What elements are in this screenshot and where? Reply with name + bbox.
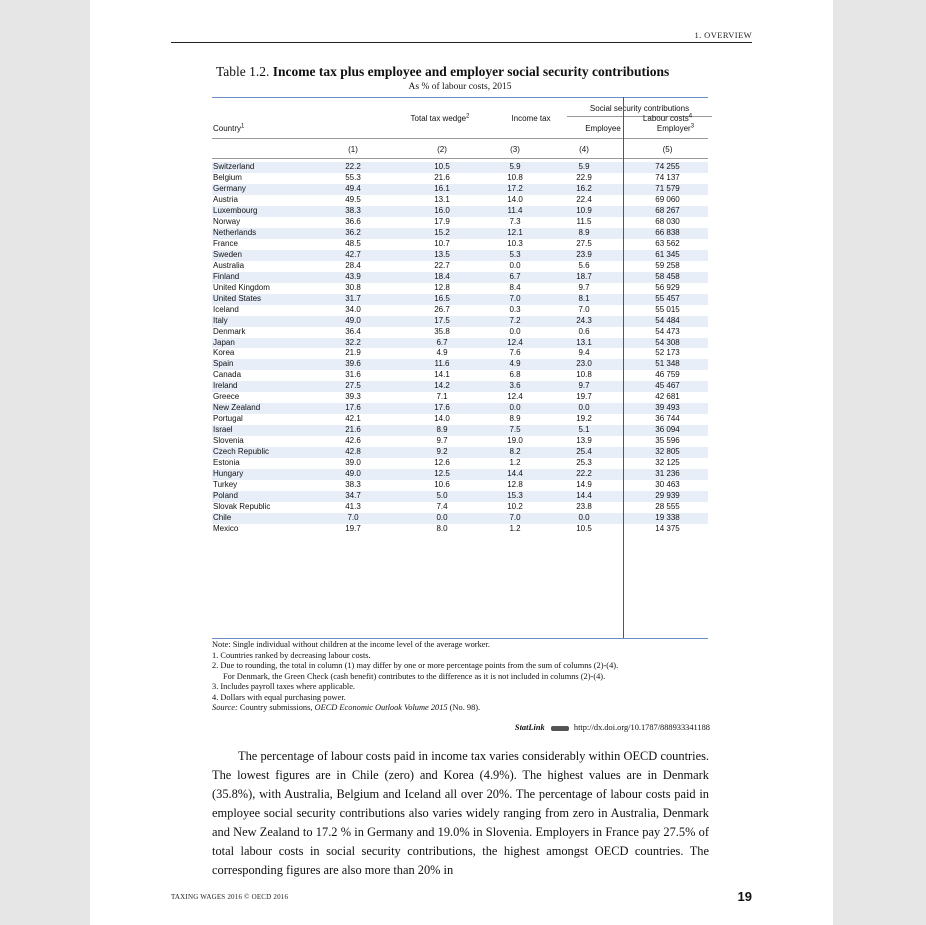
cell-income-tax: 16.1	[434, 183, 450, 193]
header-employee: Employee	[585, 124, 621, 133]
header-labour-costs: Labour costs$^4$	[642, 113, 693, 123]
table-row	[212, 272, 708, 283]
cell-employer: 23.9	[576, 249, 592, 259]
cell-country: Belgium	[213, 172, 242, 182]
cell-total-tax-wedge: 42.1	[345, 414, 361, 424]
cell-total-tax-wedge: 28.4	[345, 260, 361, 270]
cell-employee: 0.0	[509, 260, 521, 270]
cell-country: United States	[213, 293, 262, 303]
cell-income-tax: 12.6	[434, 458, 450, 468]
table-row	[212, 162, 708, 173]
table-row	[212, 283, 708, 294]
cell-country: France	[213, 238, 238, 248]
cell-employee: 7.5	[509, 425, 521, 435]
cell-employer: 27.5	[576, 238, 592, 248]
cell-country: Switzerland	[213, 162, 255, 171]
cell-employer: 9.7	[578, 282, 590, 292]
cell-employer: 24.3	[576, 315, 592, 325]
cell-labour-costs: 68 030	[655, 216, 680, 226]
cell-employee: 12.1	[507, 227, 523, 237]
cell-total-tax-wedge: 27.5	[345, 381, 361, 391]
cell-total-tax-wedge: 21.9	[345, 348, 361, 358]
cell-income-tax: 11.6	[434, 359, 450, 369]
cell-income-tax: 22.7	[434, 260, 450, 270]
cell-employee: 10.2	[507, 502, 523, 512]
table-row	[212, 469, 708, 480]
table-row	[212, 348, 708, 359]
cell-total-tax-wedge: 41.3	[345, 502, 361, 512]
cell-country: Iceland	[213, 304, 239, 314]
cell-employer: 0.0	[578, 403, 590, 413]
statlink[interactable]	[420, 723, 710, 732]
table-row	[212, 261, 708, 272]
labour-costs-divider	[623, 97, 624, 638]
cell-labour-costs: 56 929	[655, 282, 680, 292]
cell-labour-costs: 30 463	[655, 480, 680, 490]
cell-income-tax: 10.7	[434, 238, 450, 248]
cell-employee: 17.2	[507, 183, 523, 193]
statlink-url[interactable]: http://dx.doi.org/10.1787/888933341188	[573, 723, 710, 732]
cell-total-tax-wedge: 38.3	[345, 205, 361, 215]
cell-country: Greece	[213, 392, 240, 402]
cell-employer: 25.4	[576, 447, 592, 457]
cell-labour-costs: 54 308	[655, 337, 680, 347]
cell-labour-costs: 74 255	[655, 162, 680, 171]
cell-total-tax-wedge: 43.9	[345, 271, 361, 281]
cell-employee: 8.9	[509, 414, 521, 424]
cell-income-tax: 10.6	[434, 480, 450, 490]
cell-labour-costs: 36 094	[655, 425, 680, 435]
header-rule	[171, 42, 752, 43]
cell-labour-costs: 51 348	[655, 359, 680, 369]
footer-publication: TAXING WAGES 2016 © OECD 2016	[171, 893, 289, 901]
table-row	[212, 327, 708, 338]
colnum-5: (5)	[662, 145, 673, 154]
cell-total-tax-wedge: 39.0	[345, 458, 361, 468]
cell-employer: 9.7	[578, 381, 590, 391]
cell-total-tax-wedge: 55.3	[345, 172, 361, 182]
cell-country: Japan	[213, 337, 235, 347]
cell-total-tax-wedge: 36.6	[345, 216, 361, 226]
cell-labour-costs: 31 236	[655, 469, 680, 479]
cell-income-tax: 7.1	[436, 392, 448, 402]
table-row	[212, 436, 708, 447]
cell-total-tax-wedge: 32.2	[345, 337, 361, 347]
cell-country: Hungary	[213, 469, 244, 479]
cell-total-tax-wedge: 49.0	[345, 315, 361, 325]
cell-employee: 10.3	[507, 238, 523, 248]
table-top-rule	[212, 97, 708, 98]
cell-labour-costs: 32 805	[655, 447, 680, 457]
cell-income-tax: 12.5	[434, 469, 450, 479]
header-country: Country$^1$	[213, 123, 245, 133]
cell-employer: 14.4	[576, 491, 592, 501]
cell-employer: 5.9	[578, 162, 590, 171]
cell-labour-costs: 61 345	[655, 249, 680, 259]
cell-country: Mexico	[213, 523, 239, 533]
cell-employee: 7.6	[509, 348, 521, 358]
cell-labour-costs: 71 579	[655, 183, 680, 193]
cell-labour-costs: 55 457	[655, 293, 680, 303]
cell-employee: 0.3	[509, 304, 521, 314]
cell-income-tax: 7.4	[436, 502, 448, 512]
cell-total-tax-wedge: 39.3	[345, 392, 361, 402]
cell-employee: 4.9	[509, 359, 521, 369]
table-row	[212, 381, 708, 392]
cell-total-tax-wedge: 49.5	[345, 194, 361, 204]
cell-country: Finland	[213, 271, 240, 281]
cell-income-tax: 8.9	[436, 425, 448, 435]
cell-income-tax: 12.8	[434, 282, 450, 292]
statlink-logo-icon	[551, 726, 569, 731]
cell-labour-costs: 35 596	[655, 436, 680, 446]
cell-employer: 23.0	[576, 359, 592, 369]
cell-income-tax: 14.0	[434, 414, 450, 424]
cell-country: Italy	[213, 315, 228, 325]
cell-employee: 12.4	[507, 337, 523, 347]
note-2-continued: For Denmark, the Green Check (cash benefit) contributes to the difference as it is not included in columns (2)-(4).	[223, 671, 606, 681]
cell-country: Australia	[213, 260, 245, 270]
table-row	[212, 491, 708, 502]
cell-country: Canada	[213, 370, 242, 380]
table-row	[212, 425, 708, 436]
cell-income-tax: 17.6	[434, 403, 450, 413]
cell-total-tax-wedge: 19.7	[345, 523, 361, 533]
table-row	[212, 316, 708, 327]
cell-employee: 5.9	[509, 162, 521, 171]
table-rows	[212, 162, 708, 535]
cell-total-tax-wedge: 42.6	[345, 436, 361, 446]
cell-employer: 25.3	[576, 458, 592, 468]
cell-employee: 7.0	[509, 513, 521, 522]
cell-total-tax-wedge: 39.6	[345, 359, 361, 369]
cell-employee: 14.0	[507, 194, 523, 204]
cell-employee: 11.4	[507, 205, 523, 215]
cell-income-tax: 17.9	[434, 216, 450, 226]
cell-labour-costs: 66 838	[655, 227, 680, 237]
cell-country: Poland	[213, 491, 238, 501]
cell-employee: 6.8	[509, 370, 521, 380]
cell-labour-costs: 36 744	[655, 414, 680, 424]
cell-country: Portugal	[213, 414, 243, 424]
cell-employee: 19.0	[507, 436, 523, 446]
cell-labour-costs: 52 173	[655, 348, 680, 358]
cell-labour-costs: 42 681	[655, 392, 680, 402]
body-text	[212, 747, 709, 880]
cell-country: Luxembourg	[213, 205, 258, 215]
table-row	[212, 173, 708, 184]
cell-income-tax: 21.6	[434, 172, 450, 182]
cell-total-tax-wedge: 42.8	[345, 447, 361, 457]
cell-labour-costs: 14 375	[655, 523, 680, 533]
cell-income-tax: 0.0	[436, 513, 448, 522]
statlink-label: StatLink	[514, 723, 545, 732]
header-income-tax: Income tax	[511, 114, 551, 123]
table-row	[212, 294, 708, 305]
cell-labour-costs: 59 258	[655, 260, 680, 270]
table-row	[212, 206, 708, 217]
note-3: 3. Includes payroll taxes where applicable.	[212, 682, 356, 691]
cell-employer: 19.2	[576, 414, 592, 424]
cell-employee: 0.0	[509, 403, 521, 413]
note-2: 2. Due to rounding, the total in column (1) may differ by one or more percentage points from the sum of columns (2)-(4).	[212, 661, 619, 670]
table-notes	[212, 640, 712, 714]
cell-total-tax-wedge: 36.4	[345, 326, 361, 336]
table-row	[212, 228, 708, 239]
cell-employee: 1.2	[509, 523, 521, 533]
cell-total-tax-wedge: 22.2	[345, 162, 361, 171]
table-bottom-rule	[212, 638, 708, 639]
cell-country: Estonia	[213, 458, 240, 468]
cell-total-tax-wedge: 21.6	[345, 425, 361, 435]
table-row	[212, 502, 708, 513]
cell-country: Germany	[213, 183, 246, 193]
cell-employer: 13.9	[576, 436, 592, 446]
colnum-3: (3)	[510, 145, 520, 154]
cell-country: Spain	[213, 359, 234, 369]
header-total-tax-wedge: Total tax wedge$^2$	[410, 113, 470, 123]
cell-employer: 13.1	[576, 337, 592, 347]
cell-total-tax-wedge: 17.6	[345, 403, 361, 413]
cell-labour-costs: 74 137	[655, 172, 680, 182]
cell-labour-costs: 46 759	[655, 370, 680, 380]
table-row	[212, 480, 708, 491]
cell-labour-costs: 54 484	[655, 315, 680, 325]
cell-employer: 11.5	[576, 216, 592, 226]
cell-income-tax: 8.0	[436, 523, 448, 533]
cell-employer: 0.0	[578, 513, 590, 522]
table-row	[212, 250, 708, 261]
table-row	[212, 359, 708, 370]
cell-country: Austria	[213, 194, 238, 204]
cell-employee: 7.2	[509, 315, 521, 325]
cell-employer: 10.5	[576, 523, 592, 533]
cell-employer: 22.4	[576, 194, 592, 204]
cell-employer: 19.7	[576, 392, 592, 402]
source-line: Source: Country submissions, OECD Economic Outlook Volume 2015 (No. 98).	[212, 703, 481, 712]
cell-labour-costs: 32 125	[655, 458, 680, 468]
cell-employee: 12.8	[507, 480, 523, 490]
table-title	[216, 64, 716, 80]
table-row	[212, 184, 708, 195]
cell-employee: 3.6	[509, 381, 521, 391]
cell-employer: 23.8	[576, 502, 592, 512]
cell-income-tax: 35.8	[434, 326, 450, 336]
cell-employer: 10.8	[576, 370, 592, 380]
table-row	[212, 524, 708, 535]
cell-income-tax: 26.7	[434, 304, 450, 314]
cell-labour-costs: 39 493	[655, 403, 680, 413]
colnum-2: (2)	[437, 145, 447, 154]
cell-total-tax-wedge: 34.7	[345, 491, 361, 501]
cell-employer: 5.1	[578, 425, 590, 435]
cell-employee: 14.4	[507, 469, 523, 479]
table-row	[212, 370, 708, 381]
colnum-4: (4)	[579, 145, 589, 154]
cell-total-tax-wedge: 36.2	[345, 227, 361, 237]
cell-country: Norway	[213, 216, 241, 226]
cell-labour-costs: 19 338	[655, 513, 680, 522]
cell-country: New Zealand	[213, 403, 261, 413]
document-page	[90, 0, 833, 925]
cell-total-tax-wedge: 34.0	[345, 304, 361, 314]
cell-employee: 15.3	[507, 491, 523, 501]
cell-country: Denmark	[213, 326, 246, 336]
cell-country: Slovenia	[213, 436, 244, 446]
table-row	[212, 305, 708, 316]
cell-income-tax: 4.9	[436, 348, 448, 358]
table-row	[212, 458, 708, 469]
note-4: 4. Dollars with equal purchasing power.	[212, 692, 346, 702]
body-paragraph: The percentage of labour costs paid in income tax varies considerably within OECD countries. The lowest figures are in Chile (zero) and Korea (4.9%). The highest values are in Denmark (35.8%), with Australia, Belgium and Iceland all over 20%. The percentage of labour costs paid in employee social security contributions also varies widely ranging from zero in Australia, Denmark and New Zealand to 17.2 % in Germany and 19.0% in Slovenia. Employers in France pay 27.5% of total labour costs in social security contributions, the highest amongst OECD countries. The corresponding figures are also more than 20% in	[212, 749, 709, 877]
cell-labour-costs: 63 562	[655, 238, 680, 248]
table-label: Table 1.2.	[216, 64, 270, 79]
cell-employer: 5.6	[578, 260, 590, 270]
cell-total-tax-wedge: 48.5	[345, 238, 361, 248]
cell-employer: 14.9	[576, 480, 592, 490]
cell-country: Sweden	[213, 249, 242, 259]
cell-employee: 6.7	[509, 271, 521, 281]
cell-income-tax: 14.2	[434, 381, 450, 391]
cell-country: Israel	[213, 425, 233, 435]
table-title-text: Income tax plus employee and employer social security contributions	[272, 64, 670, 79]
cell-labour-costs: 45 467	[655, 381, 680, 391]
header-social-security: Social security contributions	[589, 104, 690, 113]
cell-labour-costs: 54 473	[655, 326, 680, 336]
cell-employer: 10.9	[576, 205, 592, 215]
colnum-1: (1)	[348, 145, 358, 154]
cell-labour-costs: 55 015	[655, 304, 680, 314]
cell-income-tax: 9.2	[436, 447, 448, 457]
cell-income-tax: 14.1	[434, 370, 450, 380]
cell-income-tax: 18.4	[434, 271, 450, 281]
cell-employer: 16.2	[576, 183, 592, 193]
cell-income-tax: 17.5	[434, 315, 450, 325]
table-row	[212, 403, 708, 414]
cell-employee: 10.8	[507, 172, 523, 182]
cell-total-tax-wedge: 38.3	[345, 480, 361, 490]
cell-employee: 5.3	[509, 249, 521, 259]
cell-income-tax: 13.5	[434, 249, 450, 259]
cell-income-tax: 13.1	[434, 194, 450, 204]
cell-income-tax: 15.2	[434, 227, 450, 237]
cell-employer: 22.9	[576, 172, 592, 182]
cell-employee: 8.4	[509, 282, 521, 292]
cell-income-tax: 6.7	[436, 337, 448, 347]
cell-employer: 7.0	[578, 304, 590, 314]
table-row	[212, 338, 708, 349]
cell-country: Slovak Republic	[213, 502, 271, 512]
header-colnum-rule	[212, 138, 708, 139]
cell-total-tax-wedge: 49.0	[345, 469, 361, 479]
table-row	[212, 239, 708, 250]
cell-country: Korea	[213, 348, 235, 358]
cell-employer: 18.7	[576, 271, 592, 281]
table-row	[212, 414, 708, 425]
cell-labour-costs: 28 555	[655, 502, 680, 512]
cell-total-tax-wedge: 31.7	[345, 293, 361, 303]
cell-country: Czech Republic	[213, 447, 270, 457]
table-row	[212, 513, 708, 524]
cell-labour-costs: 69 060	[655, 194, 680, 204]
table-row	[212, 217, 708, 228]
note-1: 1. Countries ranked by decreasing labour costs.	[212, 650, 371, 660]
cell-country: United Kingdom	[213, 282, 270, 292]
header-bottom-rule	[212, 158, 708, 159]
table-subtitle: As % of labour costs, 2015	[408, 82, 512, 92]
cell-country: Netherlands	[213, 227, 257, 237]
cell-income-tax: 16.0	[434, 205, 450, 215]
note-general: Note: Single individual without children at the income level of the average worker.	[212, 640, 490, 649]
cell-income-tax: 16.5	[434, 293, 450, 303]
cell-income-tax: 10.5	[434, 162, 450, 171]
running-head: 1. OVERVIEW	[694, 30, 752, 40]
cell-employee: 12.4	[507, 392, 523, 402]
page-number: 19	[737, 889, 752, 904]
cell-labour-costs: 29 939	[655, 491, 680, 501]
cell-employee: 8.2	[509, 447, 521, 457]
cell-employer: 8.1	[578, 293, 590, 303]
cell-employer: 0.6	[578, 326, 590, 336]
cell-employee: 0.0	[509, 326, 521, 336]
cell-total-tax-wedge: 42.7	[345, 249, 361, 259]
cell-income-tax: 9.7	[436, 436, 448, 446]
table-row	[212, 195, 708, 206]
cell-income-tax: 5.0	[436, 491, 448, 501]
cell-labour-costs: 68 267	[655, 205, 680, 215]
cell-employee: 7.3	[509, 216, 521, 226]
cell-country: Ireland	[213, 381, 238, 391]
cell-employer: 8.9	[578, 227, 590, 237]
cell-total-tax-wedge: 31.6	[345, 370, 361, 380]
cell-employee: 1.2	[509, 458, 521, 468]
cell-total-tax-wedge: 7.0	[347, 513, 359, 522]
cell-country: Chile	[213, 513, 232, 522]
cell-total-tax-wedge: 30.8	[345, 282, 361, 292]
table-row	[212, 392, 708, 403]
cell-employee: 7.0	[509, 293, 521, 303]
cell-labour-costs: 58 458	[655, 271, 680, 281]
cell-employer: 22.2	[576, 469, 592, 479]
cell-employer: 9.4	[578, 348, 590, 358]
cell-country: Turkey	[213, 480, 238, 490]
cell-total-tax-wedge: 49.4	[345, 183, 361, 193]
header-employer: Employer$^3$	[656, 123, 695, 133]
table-row	[212, 447, 708, 458]
